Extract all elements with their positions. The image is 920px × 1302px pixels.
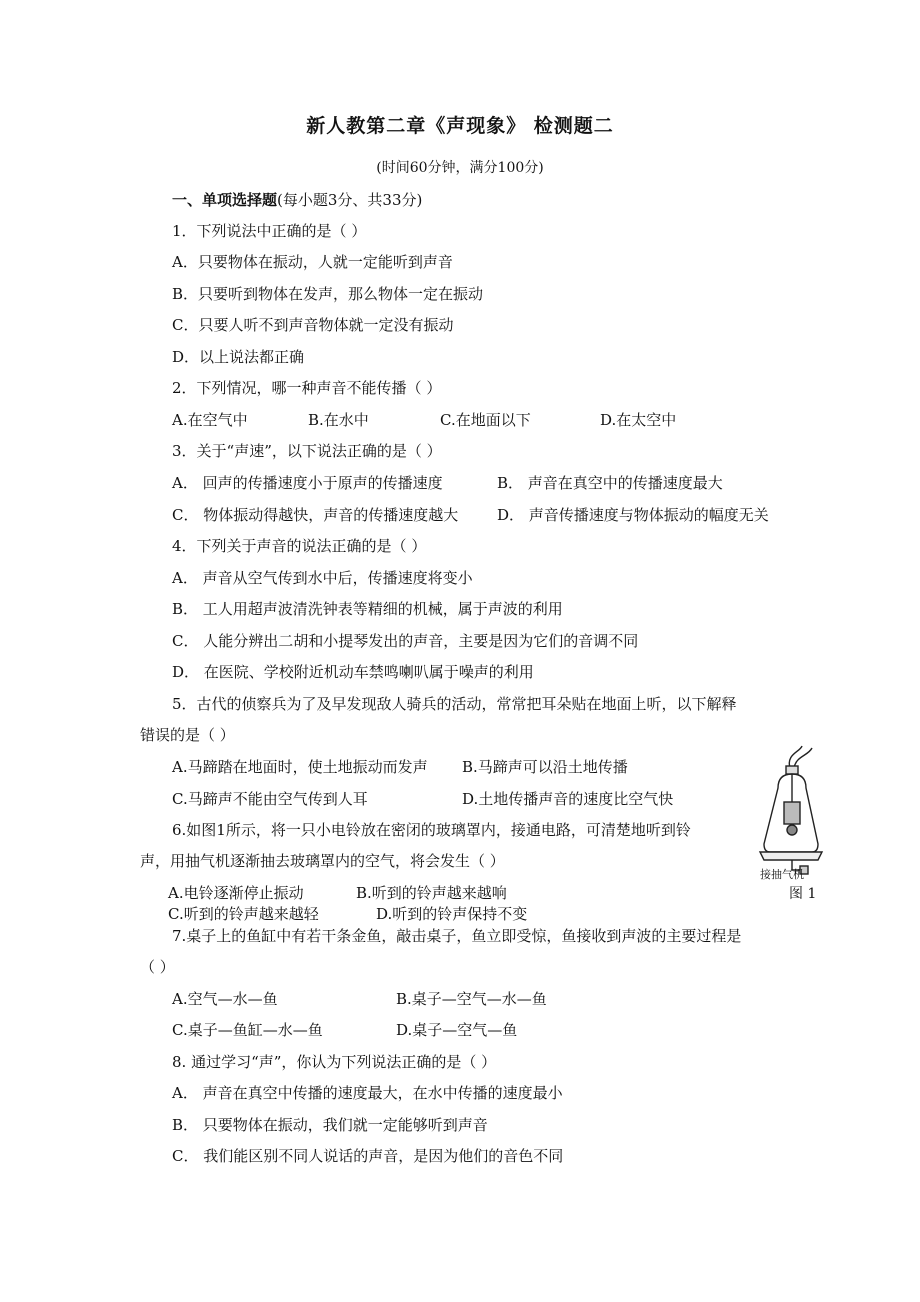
section-title: 一、单项选择题 xyxy=(172,191,278,209)
q6-option-d: D.听到的铃声保持不变 xyxy=(376,905,528,923)
q1-option-d: D．以上说法都正确 xyxy=(172,348,305,366)
q2-option-b: B.在水中 xyxy=(308,411,369,429)
q4-option-d: D． 在医院、学校附近机动车禁鸣喇叭属于噪声的利用 xyxy=(172,663,534,681)
page-title: 新人教第二章《声现象》 检测题二 xyxy=(306,115,614,137)
section-heading xyxy=(172,190,422,210)
q2-stem: 2．下列情况，哪一种声音不能传播（ ） xyxy=(172,379,442,397)
q8-stem: 8. 通过学习“声”，你认为下列说法正确的是（ ） xyxy=(172,1053,497,1071)
q2-option-d: D.在太空中 xyxy=(600,411,677,429)
q3-stem: 3．关于“声速”，以下说法正确的是（ ） xyxy=(172,442,442,460)
q4-option-a: A． 声音从空气传到水中后，传播速度将变小 xyxy=(172,569,473,587)
q4-option-c: C． 人能分辨出二胡和小提琴发出的声音，主要是因为它们的音调不同 xyxy=(172,632,639,650)
q5-option-a: A.马蹄踏在地面时，使土地振动而发声 xyxy=(172,758,428,776)
q7-option-a: A.空气—水—鱼 xyxy=(172,990,278,1008)
q6-option-a: A.电铃逐渐停止振动 xyxy=(168,884,304,902)
q5-option-b: B.马蹄声可以沿土地传播 xyxy=(462,758,628,776)
q8-option-a: A． 声音在真空中传播的速度最大，在水中传播的速度最小 xyxy=(172,1084,563,1102)
pump-label: 接抽气机 xyxy=(760,868,804,881)
q7-stem-line2: （ ） xyxy=(140,958,175,976)
q5-option-d: D.土地传播声音的速度比空气快 xyxy=(462,790,674,808)
q1-option-a: A．只要物体在振动，人就一定能听到声音 xyxy=(172,253,453,271)
q3-option-d: D． 声音传播速度与物体振动的幅度无关 xyxy=(497,506,769,524)
q7-option-b: B.桌子—空气—水—鱼 xyxy=(396,990,547,1008)
q2-option-c: C.在地面以下 xyxy=(440,411,531,429)
q7-option-d: D.桌子—空气—鱼 xyxy=(396,1021,518,1039)
q7-option-c: C.桌子—鱼缸—水—鱼 xyxy=(172,1021,323,1039)
time-score-note: (时间60分钟，满分100分) xyxy=(376,160,544,176)
q3-option-c: C． 物体振动得越快，声音的传播速度越大 xyxy=(172,506,459,524)
q5-stem-line1: 5．古代的侦察兵为了及早发现敌人骑兵的活动，常常把耳朵贴在地面上听，以下解释 xyxy=(172,695,737,713)
q6-option-b: B.听到的铃声越来越响 xyxy=(356,884,507,902)
q3-option-b: B． 声音在真空中的传播速度最大 xyxy=(497,474,723,492)
q5-option-c: C.马蹄声不能由空气传到人耳 xyxy=(172,790,368,808)
q2-option-a: A.在空气中 xyxy=(172,411,248,429)
figure-caption: 图 1 xyxy=(789,886,817,902)
q6-option-c: C.听到的铃声越来越轻 xyxy=(168,905,319,923)
section-note: (每小题3分、共33分) xyxy=(277,191,423,209)
q3-option-a: A． 回声的传播速度小于原声的传播速度 xyxy=(172,474,443,492)
q4-option-b: B． 工人用超声波清洗钟表等精细的机械，属于声波的利用 xyxy=(172,600,563,618)
q5-stem-line2: 错误的是（ ） xyxy=(140,726,235,744)
q7-stem-line1: 7.桌子上的鱼缸中有若干条金鱼，敲击桌子，鱼立即受惊，鱼接收到声波的主要过程是 xyxy=(172,927,742,945)
q6-stem-line1: 6.如图1所示，将一只小电铃放在密闭的玻璃罩内，接通电路，可清楚地听到铃 xyxy=(172,821,691,839)
q6-stem-line2: 声，用抽气机逐渐抽去玻璃罩内的空气，将会发生（ ） xyxy=(140,852,505,870)
q8-option-b: B． 只要物体在振动，我们就一定能够听到声音 xyxy=(172,1116,488,1134)
q1-stem: 1．下列说法中正确的是（ ） xyxy=(172,222,367,240)
q1-option-b: B．只要听到物体在发声，那么物体一定在振动 xyxy=(172,285,484,303)
q1-option-c: C．只要人听不到声音物体就一定没有振动 xyxy=(172,316,454,334)
q4-stem: 4．下列关于声音的说法正确的是（ ） xyxy=(172,537,427,555)
q8-option-c: C． 我们能区别不同人说话的声音，是因为他们的音色不同 xyxy=(172,1147,564,1165)
